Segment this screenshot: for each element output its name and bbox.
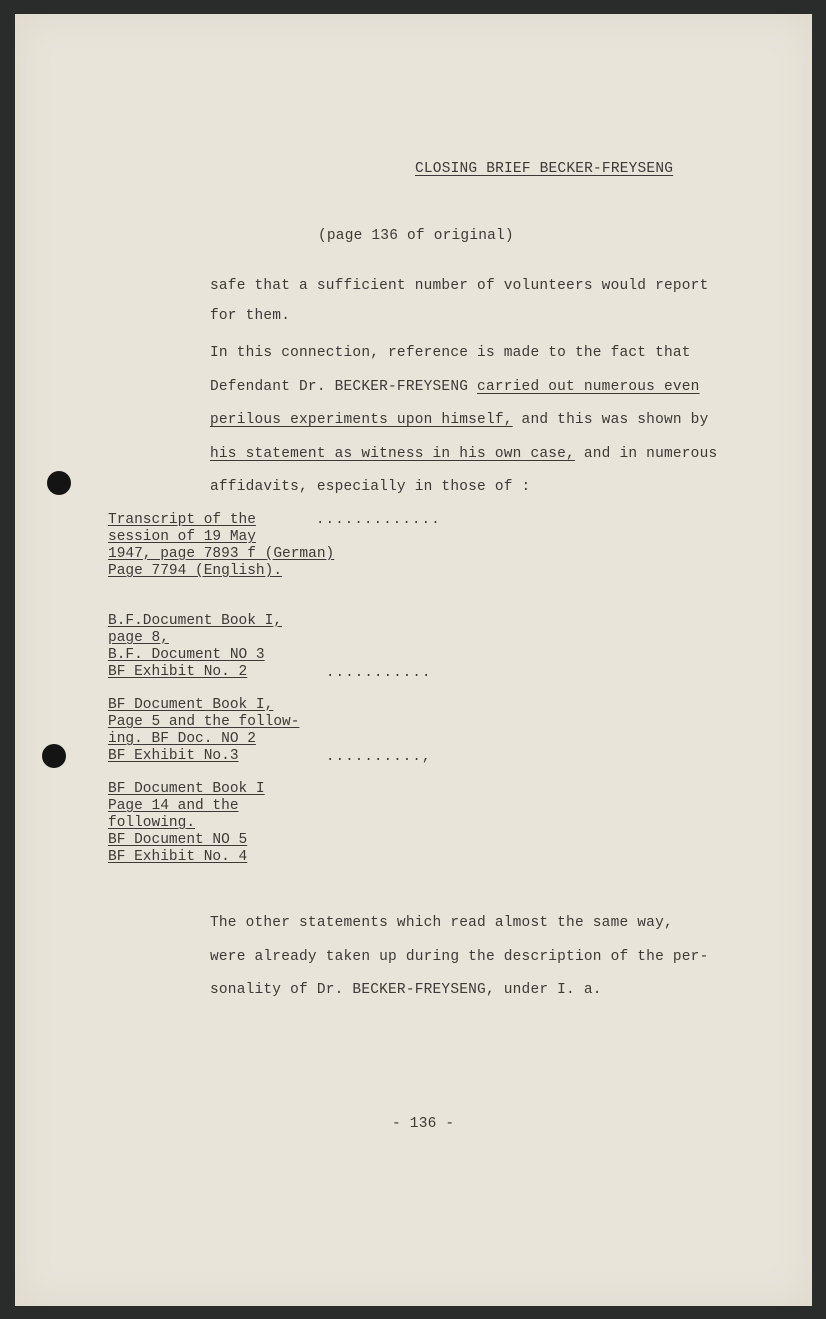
reference-line: BF Document NO 5 (108, 832, 248, 848)
body-line: sonality of Dr. BECKER-FREYSENG, under I. a. (210, 982, 602, 998)
reference-line: ing. BF Doc. NO 2 (108, 731, 256, 747)
leader-dots: .........., (326, 749, 432, 765)
body-line (210, 412, 709, 428)
body-line: safe that a sufficient number of volunteers would report (210, 278, 709, 294)
underlined-text: his statement as witness in his own case, (210, 446, 575, 462)
reference-line: BF Document Book I (108, 781, 265, 797)
reference-line: following. (108, 815, 196, 831)
body-text: and this was shown by (512, 412, 709, 428)
body-line: affidavits, especially in those of : (210, 479, 531, 495)
punch-hole (42, 744, 66, 768)
body-line (210, 379, 700, 395)
reference-line: Page 14 and the (108, 798, 239, 814)
reference-line: page 8, (108, 630, 169, 646)
reference-line: 1947, page 7893 f (German) (108, 546, 335, 562)
document-title: CLOSING BRIEF BECKER-FREYSENG (415, 161, 674, 177)
underlined-text: carried out numerous even (477, 379, 700, 395)
reference-block (108, 697, 299, 765)
reference-line: BF Exhibit No.3 (108, 748, 239, 764)
page-reference: (page 136 of original) (318, 228, 514, 244)
reference-line: BF Document Book I, (108, 697, 274, 713)
body-line: In this connection, reference is made to the fact that (210, 345, 691, 361)
reference-block (108, 613, 282, 681)
reference-line: B.F.Document Book I, (108, 613, 283, 629)
leader-dots: ............. (316, 512, 441, 528)
reference-line: Page 5 and the follow- (108, 714, 300, 730)
body-line: The other statements which read almost the same way, (210, 915, 673, 931)
punch-hole (47, 471, 71, 495)
reference-block (108, 512, 334, 580)
body-line: for them. (210, 308, 291, 324)
reference-line: B.F. Document NO 3 (108, 647, 265, 663)
reference-line: BF Exhibit No. 2 (108, 664, 248, 680)
leader-dots: ........... (326, 665, 432, 681)
body-text: and in numerous (574, 446, 718, 462)
page-number: - 136 - (392, 1116, 455, 1132)
reference-line: Transcript of the (108, 512, 256, 528)
body-line (210, 446, 717, 462)
reference-line: BF Exhibit No. 4 (108, 849, 248, 865)
body-line: were already taken up during the description of the per- (210, 949, 709, 965)
underlined-text: perilous experiments upon himself, (210, 412, 513, 428)
reference-line: session of 19 May (108, 529, 256, 545)
reference-block (108, 781, 265, 866)
reference-line: Page 7794 (English). (108, 563, 283, 579)
body-text: Defendant Dr. BECKER-FREYSENG (210, 379, 478, 395)
